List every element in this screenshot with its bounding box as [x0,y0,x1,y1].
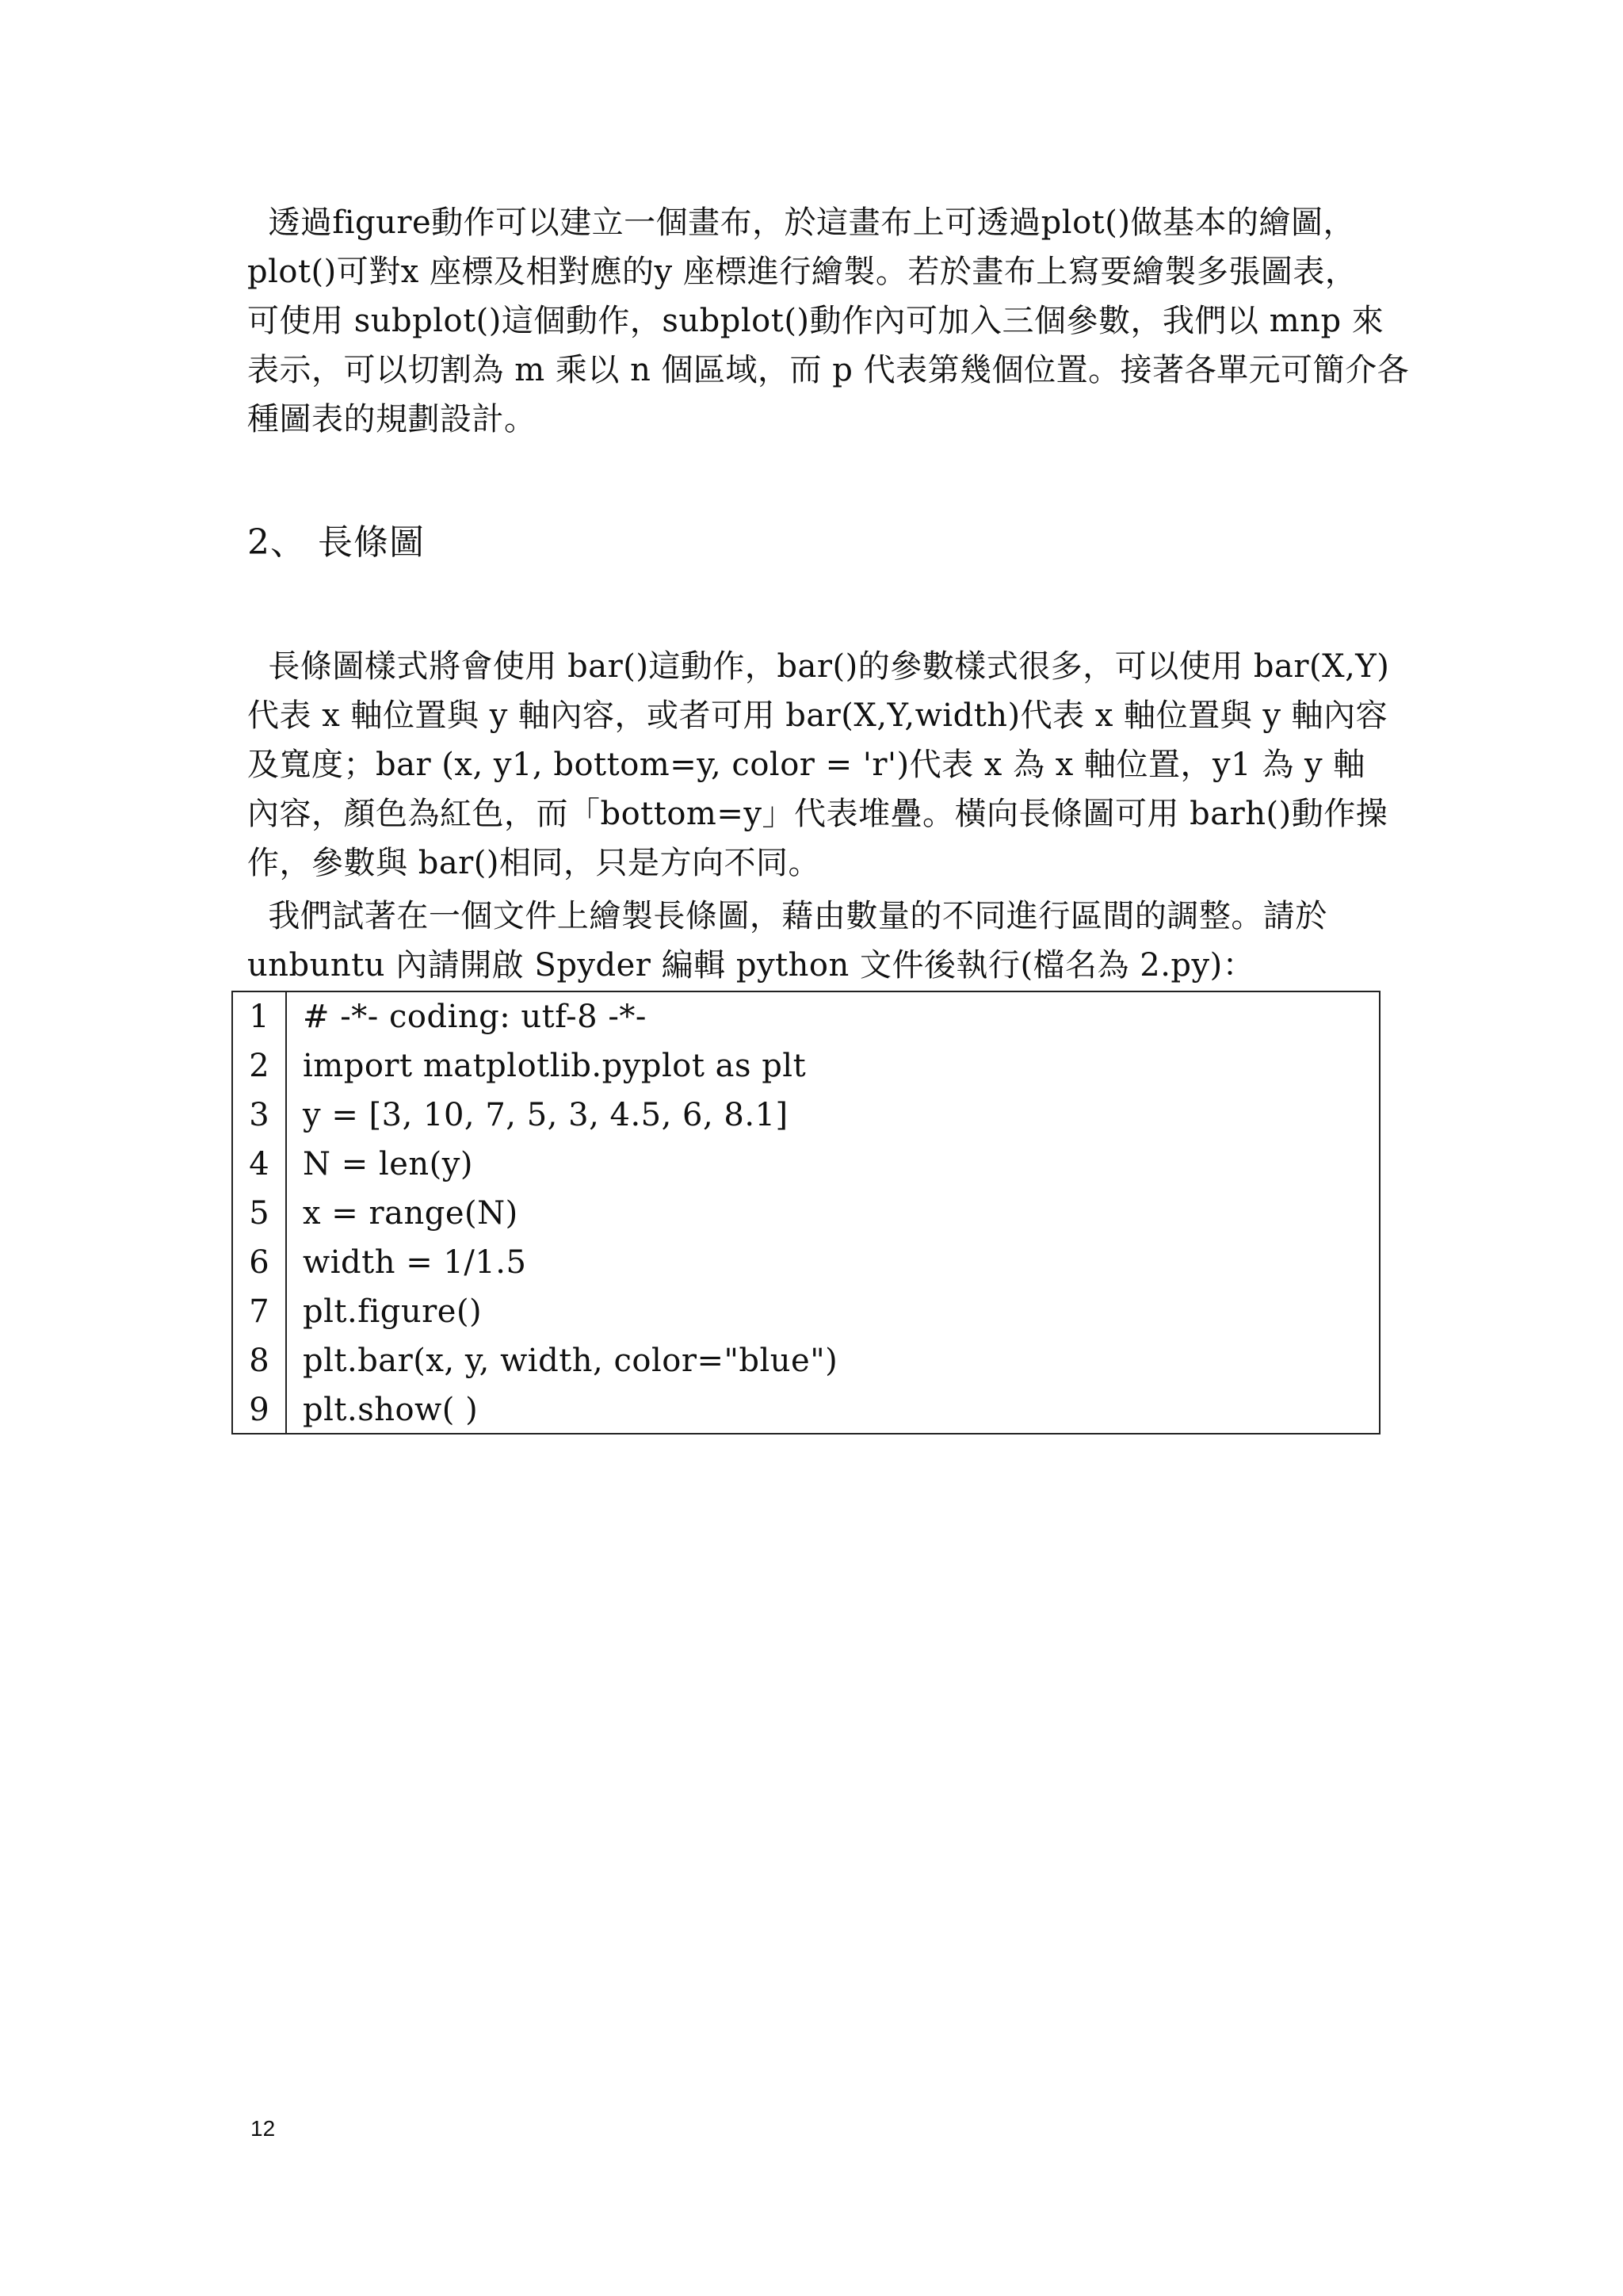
code-line: y = [3, 10, 7, 5, 3, 4.5, 6, 8.1] [303,1097,789,1133]
paragraph-line: 長條圖樣式將會使用 bar()這動作，bar()的參數樣式很多，可以使用 bar(X,Y) [247,648,1390,685]
code-line: N = len(y) [303,1146,473,1182]
line-number: 8 [249,1343,269,1379]
line-number: 5 [249,1195,269,1232]
line-number: 6 [249,1244,269,1281]
line-number: 1 [249,999,269,1035]
code-row [233,1140,1379,1189]
paragraph-line: 內容，顏色為紅色，而「bottom=y」代表堆疊。橫向長條圖可用 barh()動作操 [247,796,1388,832]
code-line: x = range(N) [303,1195,518,1232]
paragraph-line: 種圖表的規劃設計。 [247,401,537,437]
paragraph-line: 可使用 subplot()這個動作，subplot()動作內可加入三個參數，我們以 mnp 來 [247,303,1384,339]
code-line: plt.show( ) [303,1392,479,1428]
paragraph-line: plot()可對x 座標及相對應的y 座標進行繪製。若於畫布上寫要繪製多張圖表， [247,254,1358,290]
code-row [233,1336,1379,1385]
line-number: 2 [249,1048,269,1084]
paragraph-line: 我們試著在一個文件上繪製長條圖，藉由數量的不同進行區間的調整。請於 [247,898,1327,934]
instruction-paragraph [247,892,1388,990]
paragraph-line: 代表 x 軸位置與 y 軸內容，或者可用 bar(X,Y,width)代表 x 軸位置與 y 軸內容 [247,697,1388,734]
code-line: import matplotlib.pyplot as plt [303,1048,807,1084]
code-row [233,1041,1379,1091]
code-row [233,1091,1379,1140]
paragraph-line: 作，參數與 bar()相同，只是方向不同。 [247,845,820,881]
line-number: 4 [249,1146,269,1182]
intro-paragraph [247,198,1410,444]
section-heading: 2、 長條圖 [247,522,425,563]
paragraph-line: 及寬度；bar (x, y1, bottom=y, color = 'r')代表 x 為 x 軸位置，y1 為 y 軸 [247,747,1365,783]
line-number: 9 [249,1392,269,1428]
code-row [233,992,1379,1041]
paragraph-line: 透過figure動作可以建立一個畫布，於這畫布上可透過plot()做基本的繪圖， [247,204,1355,241]
bar-description-paragraph [247,642,1388,888]
code-row [233,1287,1379,1336]
code-row [233,1385,1379,1435]
page-number: 12 [250,2116,276,2141]
code-line: plt.figure() [303,1293,483,1330]
code-line: # -*- coding: utf-8 -*- [303,999,647,1035]
code-listing-table [231,991,1381,1435]
paragraph-line: unbuntu 內請開啟 Spyder 編輯 python 文件後執行(檔名為 2.py)： [247,947,1255,984]
line-number: 3 [249,1097,269,1133]
paragraph-line: 表示，可以切割為 m 乘以 n 個區域，而 p 代表第幾個位置。接著各單元可簡介各 [247,352,1410,388]
code-line: width = 1/1.5 [303,1244,527,1281]
code-line: plt.bar(x, y, width, color="blue") [303,1343,838,1379]
line-number: 7 [249,1293,269,1330]
code-row [233,1189,1379,1238]
code-row [233,1238,1379,1287]
